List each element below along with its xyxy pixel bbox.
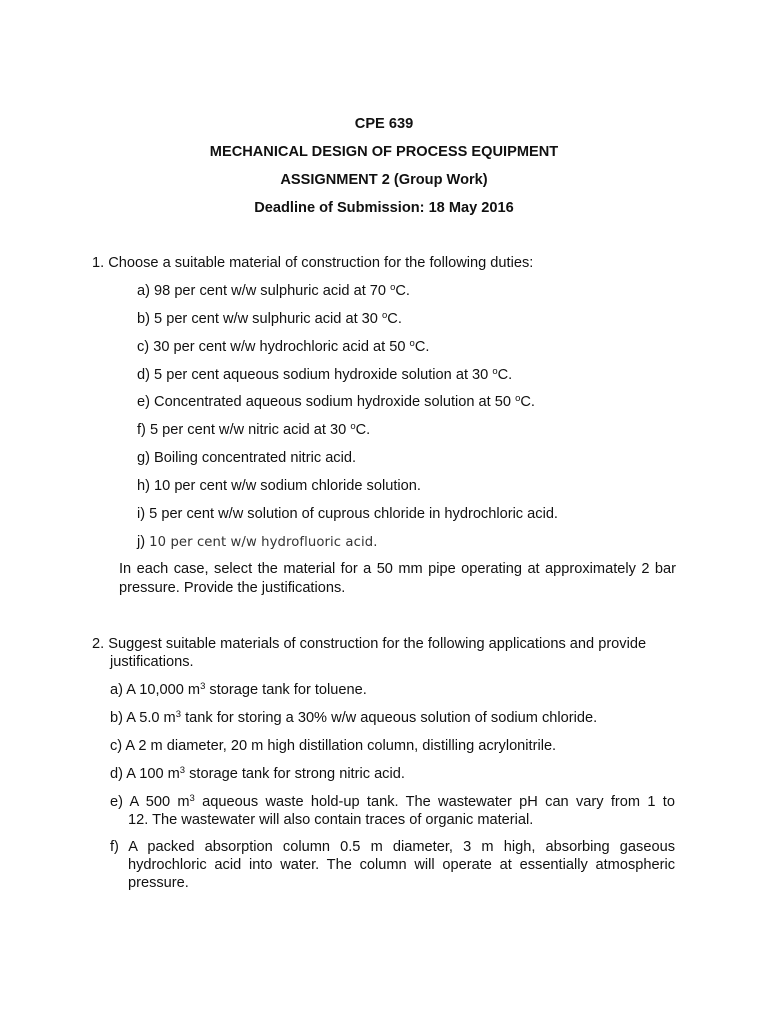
question-1-note: In each case, select the material for a 50 mm pipe operating at approximately 2 bar pressure. Provide the justifications. bbox=[119, 561, 676, 596]
question-2-intro: 2. Suggest suitable materials of construction for the following applications and provide bbox=[92, 636, 647, 652]
q2-item-b: b) A 5.0 $m^3$ tank for storing a 30% w/w aqueous solution of sodium chloride. bbox=[110, 709, 598, 726]
course-code: CPE 639 bbox=[354, 116, 414, 132]
q1-item-c: c) 30 per cent w/w hydrochloric acid at 50 $^o$C. bbox=[137, 338, 430, 355]
q2-item-c: c) A 2 m diameter, 20 m high distillation column, distilling acrylonitrile. bbox=[110, 738, 557, 754]
q2-item-f-cont: hydrochloric acid into water. The column will operate at essentially atmospheric bbox=[128, 857, 675, 873]
assignment-label: ASSIGNMENT 2 (Group Work) bbox=[280, 172, 488, 188]
submission-deadline: Deadline of Submission: 18 May 2016 bbox=[254, 200, 514, 216]
q1-item-j-text: 10 per cent w/w hydrofluoric acid. bbox=[149, 535, 378, 550]
q1-item-i: i) 5 per cent w/w solution of cuprous chloride in hydrochloric acid. bbox=[137, 506, 558, 522]
q2-item-e: e) A 500 $m^3$ aqueous waste hold-up tank. The wastewater pH can vary from 1 to bbox=[110, 793, 675, 810]
question-1-intro: 1. Choose a suitable material of construction for the following duties: bbox=[92, 255, 534, 271]
q2-item-f-cont-2: pressure. bbox=[128, 875, 189, 891]
q2-item-e-cont: 12. The wastewater will also contain traces of organic material. bbox=[128, 812, 534, 828]
question-2-intro-cont: justifications. bbox=[110, 654, 194, 670]
q1-item-h: h) 10 per cent w/w sodium chloride solution. bbox=[137, 478, 421, 494]
q1-item-d: d) 5 per cent aqueous sodium hydroxide solution at 30 $^o$C. bbox=[137, 366, 513, 383]
q1-item-g: g) Boiling concentrated nitric acid. bbox=[137, 450, 357, 466]
q2-item-a: a) A 10,000 $m^3$ storage tank for toluene. bbox=[110, 681, 367, 698]
q1-item-b: b) 5 per cent w/w sulphuric acid at 30 $^o$C. bbox=[137, 310, 402, 327]
q1-item-a: a) 98 per cent w/w sulphuric acid at 70 $^o$C. bbox=[137, 282, 410, 299]
document-title: MECHANICAL DESIGN OF PROCESS EQUIPMENT bbox=[209, 144, 559, 160]
q2-item-d: d) A 100 $m^3$ storage tank for strong nitric acid. bbox=[110, 765, 405, 782]
q1-item-j: j) 10 per cent w/w hydrofluoric acid. bbox=[137, 534, 378, 550]
q1-item-e: e) Concentrated aqueous sodium hydroxide solution at 50 $^o$C. bbox=[137, 393, 535, 410]
q1-item-f: f) 5 per cent w/w nitric acid at 30 $^o$C. bbox=[137, 421, 371, 438]
q2-item-f: f) A packed absorption column 0.5 m diameter, 3 m high, absorbing gaseous bbox=[110, 839, 675, 855]
